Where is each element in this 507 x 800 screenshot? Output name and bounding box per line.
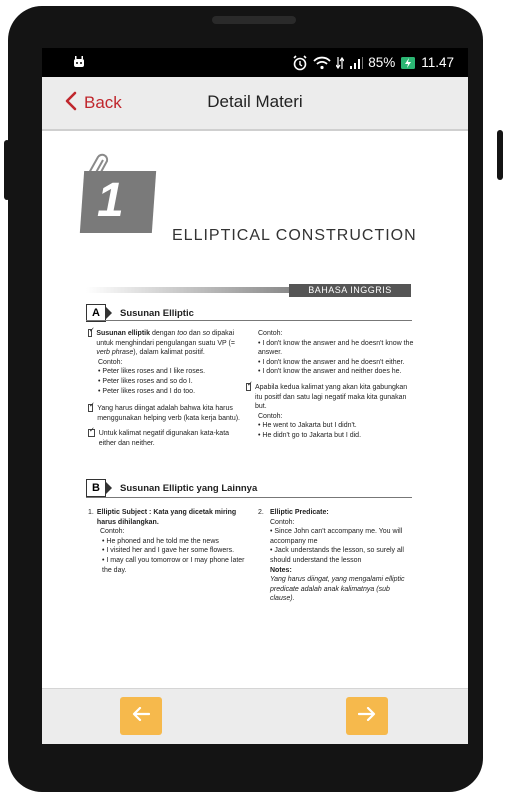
checkbox-icon [88,404,93,412]
previous-page-button[interactable] [120,697,162,735]
battery-charging-icon [400,55,416,71]
list-item: • He phoned and he told me the news [102,537,219,545]
checkbox-icon [88,429,95,437]
section-b-item-2: 2. Elliptic Predicate: [258,509,329,516]
section-a-point-2-text: Yang harus diingat adalah bahwa kita harus menggunakan helping verb (kata kerja bantu). [97,405,241,422]
page-title: Detail Materi [207,92,303,111]
section-a-title: Susunan Elliptic [120,307,194,319]
section-a-col2 [254,329,414,441]
list-item: • I visited her and I gave her some flowers. [102,547,235,555]
section-b-item-1: 1. Elliptic Subject : Kata yang dicetak miring harus dihilangkan. [88,509,237,526]
section-a-col1 [88,329,246,449]
example-label: Contoh: [100,528,125,536]
section-a-divider [86,320,412,321]
bottom-nav-bar [42,688,468,744]
section-b-title: Susunan Elliptic yang Lainnya [120,482,258,494]
example-label: Contoh: [258,412,283,420]
speaker-grill [212,16,296,24]
list-item: • I don't know the answer and he doesn't know the answer. [258,339,414,357]
power-button [497,130,503,180]
section-a-header [86,305,194,321]
back-label: Back [84,93,122,112]
section-b-col2 [258,508,414,604]
section-a-point-4-text: Apabila kedua kalimat yang akan kita gabungkan itu positf dan satu lagi negatif maka kita gunakan but. [254,383,408,411]
section-b-col1 [88,508,248,575]
section-a-point-3 [88,429,246,448]
status-bar [42,48,468,77]
list-item: • Peter likes roses and I do too. [98,387,196,395]
next-page-button[interactable] [346,697,388,735]
section-b-header [86,480,257,496]
document-page [42,131,468,688]
app-bar [42,77,468,131]
section-a-point-1 [88,329,246,358]
volume-button [4,140,10,200]
list-item: • Peter likes roses and I like roses. [98,368,206,376]
list-item: • Jack understands the lesson, so surely all should understand the lesson [270,547,404,564]
android-notification-icon [72,55,86,69]
notes-label: Notes: [270,566,292,574]
section-a-point-3-text: Untuk kalimat negatif digunakan kata-kata either dan neither. [98,430,230,447]
clock: 11.47 [421,55,454,70]
arrow-right-icon [358,707,376,726]
subject-tag: BAHASA INGGRIS [289,284,411,297]
list-item: • He didn't go to Jakarta but I did. [258,431,362,439]
section-b-divider [86,497,412,498]
example-label: Contoh: [98,358,123,366]
wifi-icon [313,56,331,70]
chapter-number: 1 [97,174,124,227]
checkbox-icon [88,329,92,337]
signal-icon [349,56,363,70]
notes-text: Yang harus diingat, yang mengalami elliptic predicate adalah anak kalimatnya (sub clause). [270,576,405,603]
list-item: • I don't know the answer and neither does he. [258,368,402,376]
screen [42,48,468,744]
chapter-title: ELLIPTICAL CONSTRUCTION [172,227,417,244]
section-a-point-4 [246,383,414,412]
list-item: • Since John can't accompany me. You will accompany me [270,528,403,545]
example-label: Contoh: [270,518,295,526]
list-item: • Peter likes roses and so do I. [98,377,193,385]
list-item: • I may call you tomorrow or I may phone later the day. [102,556,245,574]
checkbox-icon [246,383,251,391]
list-item: • I don't know the answer and he doesn't either. [258,358,405,366]
alarm-icon [292,55,308,71]
section-a-point-2 [88,404,246,423]
data-arrows-icon [336,56,344,70]
arrow-left-icon [132,707,150,726]
section-a-badge: A [86,304,106,322]
section-b-badge: B [86,479,106,497]
battery-percent: 85% [368,55,396,70]
list-item: • He went to Jakarta but I didn't. [258,422,357,430]
example-label: Contoh: [258,330,283,337]
section-a-point-1-text: Susunan elliptik dengan too dan so dipakai untuk menghindari pengulangan suatu VP (= verb phrase), dalam kalimat positif. [96,330,235,357]
